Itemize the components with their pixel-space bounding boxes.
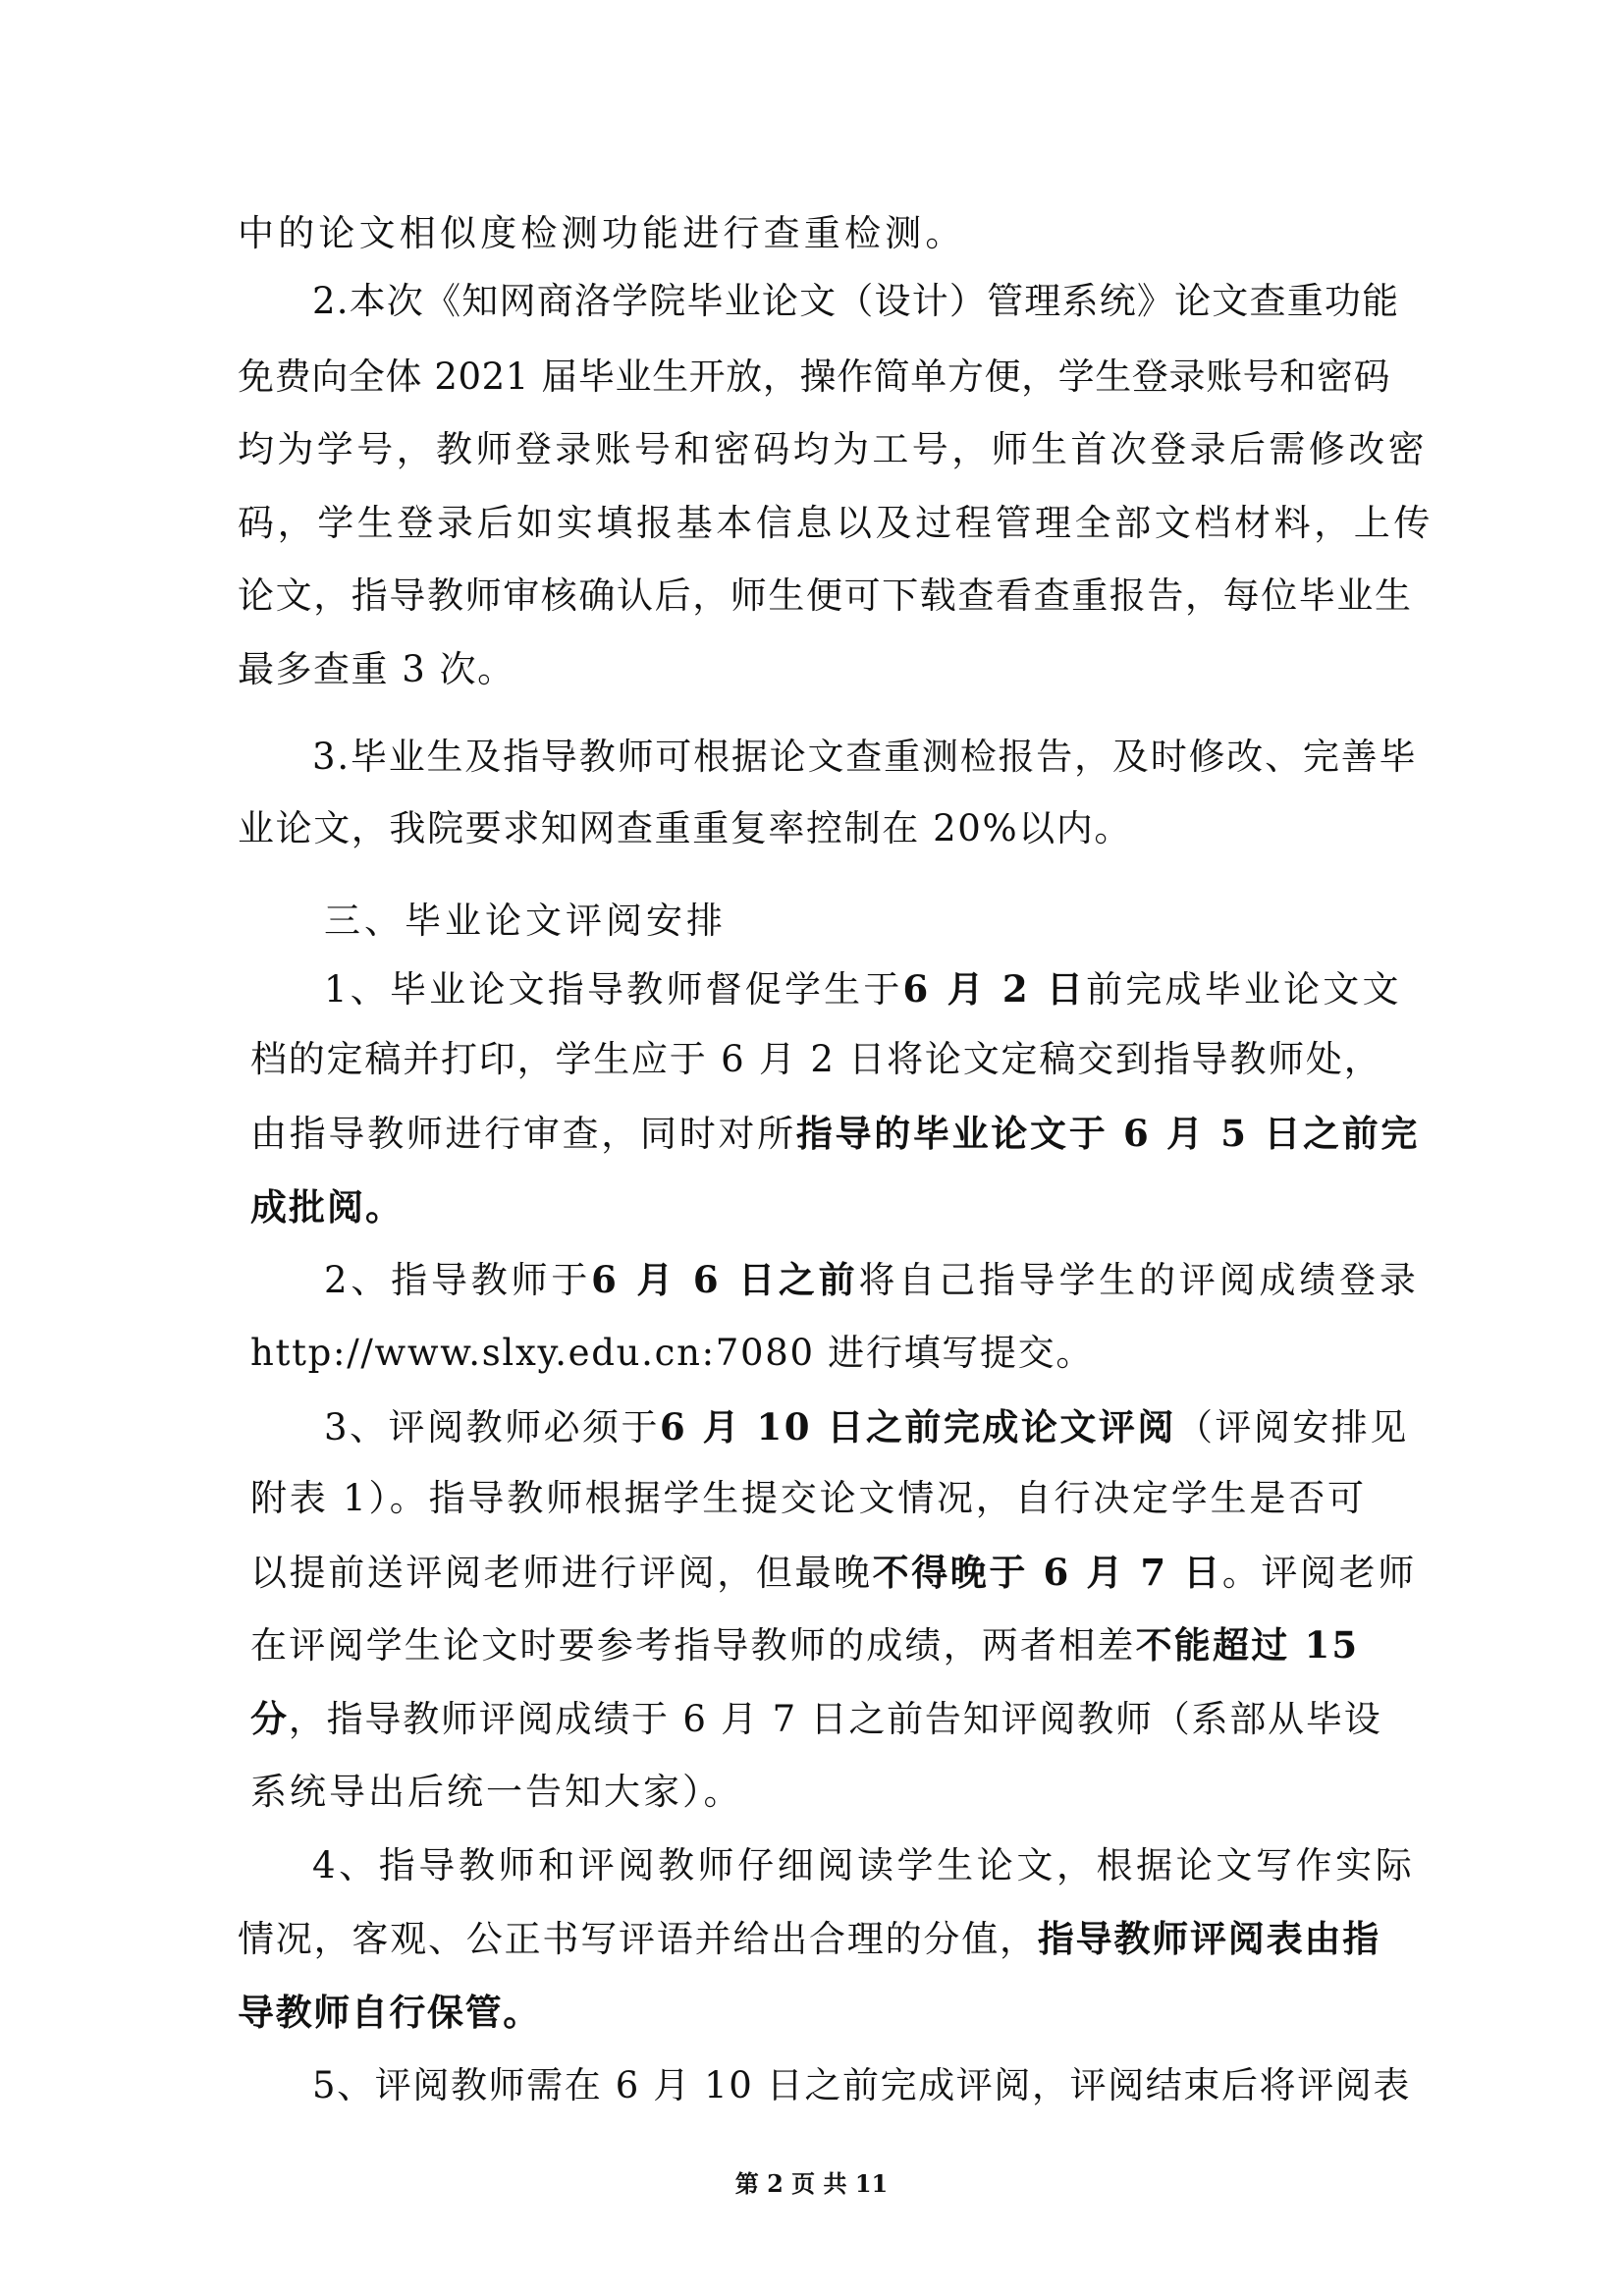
emphasis-text: 不得晚于 6 月 7 日 [872,1551,1222,1594]
emphasis-text: 指导的毕业论文于 6 月 5 日之前完 [795,1112,1421,1155]
paragraph-line [238,805,1132,852]
emphasis-text: 分 [250,1697,289,1740]
paragraph-line [238,426,1428,473]
body-text: 在评阅学生论文时要参考指导教师的成绩，两者相差 [250,1624,1136,1667]
body-text: 三、毕业论文评阅安排 [324,900,727,942]
body-text: 2.本次《知网商洛学院毕业论文（设计）管理系统》论文查重功能 [312,280,1400,322]
body-text: 4、指导教师和评阅教师仔细阅读学生论文，根据论文写作实际 [312,1844,1416,1886]
body-text: 前完成毕业论文文 [1086,968,1402,1011]
page-number-footer: 第 2 页 共 11 [734,2169,889,2198]
paragraph-line [238,500,1434,547]
paragraph-line [250,1183,404,1231]
paragraph-line [324,1256,1420,1304]
paragraph-line [250,1330,1094,1377]
body-text: 1、毕业论文指导教师督促学生于 [324,968,903,1011]
paragraph-line [250,1549,1417,1597]
paragraph-line [250,1695,1382,1743]
body-text: 最多查重 3 次。 [238,648,515,690]
body-text: 2、指导教师于 [324,1259,592,1301]
emphasis-text: 成批阅。 [250,1185,404,1229]
body-text: 码，学生登录后如实填报基本信息以及过程管理全部文档材料，上传 [238,502,1434,544]
body-text: 3.毕业生及指导教师可根据论文查重测检报告，及时修改、完善毕 [312,736,1418,778]
paragraph-line [312,278,1399,325]
body-text: 以提前送评阅老师进行评阅，但最晚 [250,1552,873,1594]
body-text: 免费向全体 2021 届毕业生开放，操作简单方便，学生登录账号和密码 [238,355,1391,398]
paragraph-line [312,1842,1415,1889]
body-text: 将自己指导学生的评阅成绩登录 [858,1259,1420,1301]
paragraph-line [250,1036,1382,1083]
body-text: 附表 1）。指导教师根据学生提交论文情况，自行决定学生是否可 [250,1477,1367,1519]
paragraph-line [238,210,966,257]
body-text: 论文，指导教师审核确认后，师生便可下载查看查重报告，每位毕业生 [238,574,1413,617]
paragraph-line [324,965,1402,1013]
body-text: 。评阅老师 [1221,1552,1417,1594]
body-text: 由指导教师进行审查，同时对所 [250,1113,796,1155]
paragraph-line [312,734,1417,781]
paragraph-line [238,1989,541,2037]
body-text: 均为学号，教师登录账号和密码均为工号，师生首次登录后需修改密 [238,428,1428,470]
emphasis-text: 6 月 6 日之前 [591,1258,859,1301]
paragraph-line [238,1915,1380,1963]
body-text: 3、评阅教师必须于 [324,1406,661,1449]
paragraph-line [324,1403,1409,1451]
paragraph-line [238,573,1413,620]
section-heading [324,898,727,945]
emphasis-text: 指导教师评阅表由指 [1037,1917,1381,1960]
paragraph-line [250,1475,1367,1522]
body-text: 系统导出后统一告知大家）。 [250,1771,743,1813]
paragraph-line [250,1110,1420,1158]
emphasis-text: 导教师自行保管。 [238,1991,541,2034]
paragraph-line [312,2062,1411,2109]
body-text: 情况，客观、公正书写评语并给出合理的分值， [238,1918,1038,1960]
body-text: ，指导教师评阅成绩于 6 月 7 日之前告知评阅教师（系部从毕设 [288,1698,1382,1740]
paragraph-line [250,1621,1359,1669]
paragraph-line [238,354,1390,401]
emphasis-text: 6 月 10 日之前完成论文评阅 [660,1405,1176,1449]
body-text: 业论文，我院要求知网查重重复率控制在 20%以内。 [238,807,1132,849]
body-text: http://www.slxy.edu.cn:7080 进行填写提交。 [250,1332,1095,1374]
body-text: 档的定稿并打印，学生应于 6 月 2 日将论文定稿交到指导教师处， [250,1038,1382,1080]
emphasis-text: 6 月 2 日 [902,967,1087,1011]
emphasis-text: 不能超过 15 [1135,1623,1360,1667]
body-text: 中的论文相似度检测功能进行查重检测。 [238,212,966,254]
body-text: （评阅安排见 [1175,1406,1409,1449]
body-text: 5、评阅教师需在 6 月 10 日之前完成评阅，评阅结束后将评阅表 [312,2064,1412,2106]
paragraph-line [238,646,515,693]
paragraph-line [250,1769,743,1816]
